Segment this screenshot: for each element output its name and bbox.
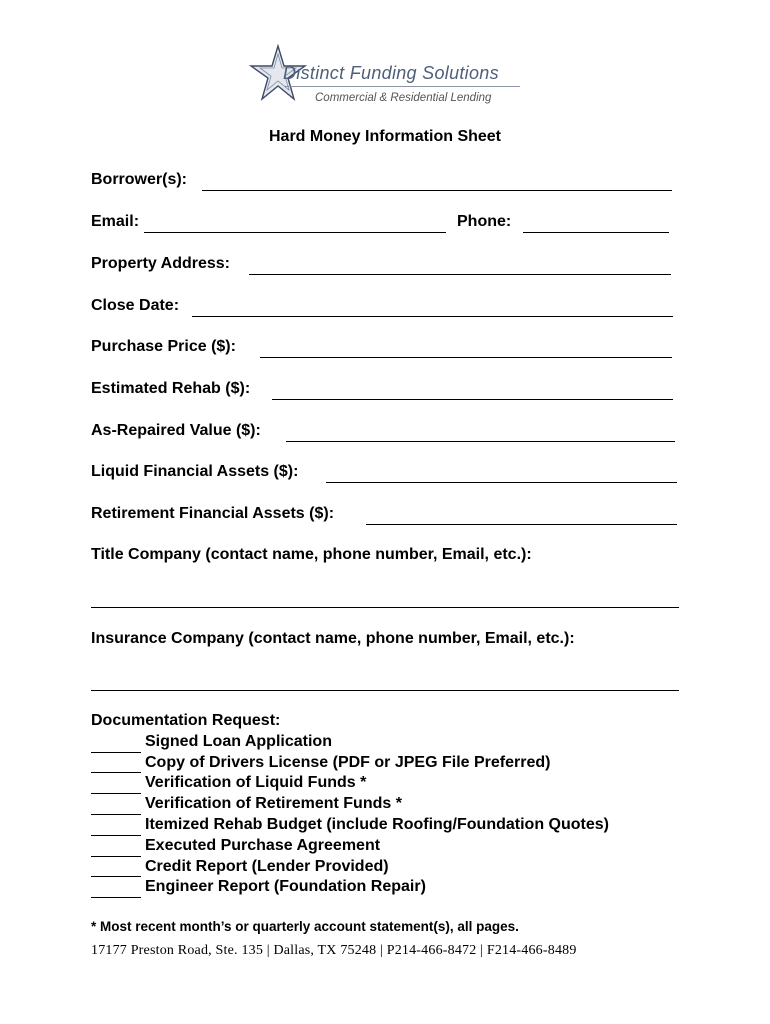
list-item: [91, 773, 609, 794]
borrowers-label: Borrower(s):: [91, 171, 188, 188]
list-item: [91, 857, 609, 878]
doc-item-label: Verification of Retirement Funds *: [145, 795, 402, 813]
doc-item-label: Verification of Liquid Funds *: [145, 774, 367, 792]
list-item: [91, 794, 609, 815]
checkoff-blank[interactable]: [91, 820, 141, 836]
checkoff-blank[interactable]: [91, 799, 141, 815]
title-company-label: Title Company (contact name, phone number, Email, etc.):: [91, 546, 532, 563]
checkoff-blank[interactable]: [91, 737, 141, 753]
property-address-field[interactable]: [249, 258, 671, 275]
liquid-assets-label: Liquid Financial Assets ($):: [91, 463, 299, 480]
estimated-rehab-field[interactable]: [272, 383, 673, 400]
list-item: [91, 836, 609, 857]
doc-item-label: Itemized Rehab Budget (include Roofing/Foundation Quotes): [145, 815, 609, 833]
logo-tagline: Commercial & Residential Lending: [315, 92, 492, 104]
estimated-rehab-label: Estimated Rehab ($):: [91, 380, 251, 397]
doc-item-label: Copy of Drivers License (PDF or JPEG File Preferred): [145, 753, 551, 771]
title-company-field[interactable]: [91, 591, 679, 608]
checkoff-blank[interactable]: [91, 778, 141, 794]
purchase-price-field[interactable]: [260, 341, 672, 358]
documentation-request: [91, 711, 609, 898]
as-repaired-value-field[interactable]: [286, 425, 675, 442]
doc-item-label: Credit Report (Lender Provided): [145, 857, 389, 875]
doc-item-label: Executed Purchase Agreement: [145, 836, 381, 854]
checkoff-blank[interactable]: [91, 882, 141, 898]
purchase-price-label: Purchase Price ($):: [91, 338, 236, 355]
checkoff-blank[interactable]: [91, 757, 141, 773]
phone-field[interactable]: [523, 216, 669, 233]
retirement-assets-label: Retirement Financial Assets ($):: [91, 505, 335, 522]
close-date-label: Close Date:: [91, 297, 180, 314]
property-address-label: Property Address:: [91, 255, 230, 272]
footer-address: 17177 Preston Road, Ste. 135 | Dallas, TX 75248 | P214-466-8472 | F214-466-8489: [91, 943, 577, 958]
page-title: Hard Money Information Sheet: [268, 128, 502, 145]
list-item: [91, 815, 609, 836]
phone-label: Phone:: [457, 213, 512, 230]
email-field[interactable]: [144, 216, 446, 233]
doc-item-label: Signed Loan Application: [145, 732, 332, 750]
logo-company-name: Distinct Funding Solutions: [283, 63, 499, 83]
doc-item-label: Engineer Report (Foundation Repair): [145, 878, 426, 896]
list-item: [91, 877, 609, 898]
retirement-assets-field[interactable]: [366, 508, 677, 525]
insurance-company-label: Insurance Company (contact name, phone number, Email, etc.):: [91, 630, 575, 647]
logo-divider: [284, 86, 520, 87]
insurance-company-field[interactable]: [91, 674, 679, 691]
list-item: [91, 753, 609, 774]
as-repaired-value-label: As-Repaired Value ($):: [91, 422, 261, 439]
documentation-heading: Documentation Request:: [91, 712, 281, 729]
footnote: * Most recent month’s or quarterly account statement(s), all pages.: [91, 919, 519, 934]
email-label: Email:: [91, 213, 140, 230]
company-logo: [248, 44, 538, 110]
checkoff-blank[interactable]: [91, 841, 141, 857]
liquid-assets-field[interactable]: [326, 466, 677, 483]
borrowers-field[interactable]: [202, 174, 672, 191]
list-item: [91, 732, 609, 753]
close-date-field[interactable]: [192, 300, 673, 317]
checkoff-blank[interactable]: [91, 861, 141, 877]
